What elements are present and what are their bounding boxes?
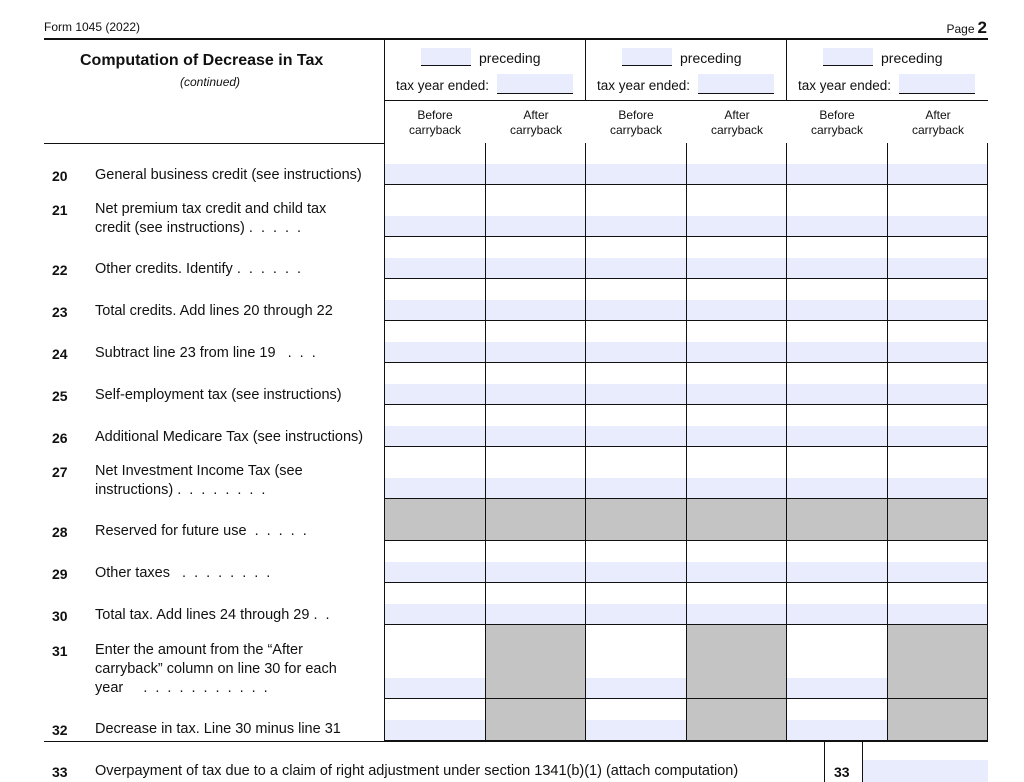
- line-21-after-carryback-3-cell[interactable]: [888, 185, 988, 237]
- preceding-label-1: preceding: [479, 50, 541, 66]
- line-23-after-carryback-3-cell[interactable]: [888, 279, 988, 321]
- line-21-before-carryback-2-cell[interactable]: [586, 185, 687, 237]
- line-29-number: 29: [52, 566, 68, 582]
- line-21-number: 21: [52, 202, 68, 218]
- line-28-after-carryback-2-cell: [687, 499, 787, 541]
- line-26-before-carryback-2-cell[interactable]: [586, 405, 687, 447]
- line-23-after-carryback-1-cell[interactable]: [486, 279, 586, 321]
- line-32-before-carryback-1-cell[interactable]: [385, 699, 486, 741]
- line-26-number: 26: [52, 430, 68, 446]
- line-25-after-carryback-2-cell[interactable]: [687, 363, 787, 405]
- line-25-before-carryback-2-cell[interactable]: [586, 363, 687, 405]
- line-27-before-carryback-2-cell[interactable]: [586, 447, 687, 499]
- line-32-bottom-rule: [44, 741, 988, 742]
- line-22-after-carryback-3-cell[interactable]: [888, 237, 988, 279]
- line-31-after-carryback-2-cell: [687, 625, 787, 699]
- line-23-before-carryback-2-cell[interactable]: [586, 279, 687, 321]
- line-27-before-carryback-1-cell[interactable]: [385, 447, 486, 499]
- line-22-after-carryback-2-cell[interactable]: [687, 237, 787, 279]
- line-27-after-carryback-3-cell[interactable]: [888, 447, 988, 499]
- line-25-after-carryback-3-cell[interactable]: [888, 363, 988, 405]
- form-id: Form 1045 (2022): [44, 20, 141, 34]
- line-23-before-carryback-3-cell[interactable]: [787, 279, 888, 321]
- line-26-after-carryback-3-cell[interactable]: [888, 405, 988, 447]
- line-32-after-carryback-2-cell: [687, 699, 787, 741]
- page-number: 2: [977, 18, 987, 37]
- line-20-number: 20: [52, 168, 68, 184]
- line-32-before-carryback-2-cell[interactable]: [586, 699, 687, 741]
- line-22-before-carryback-1-cell[interactable]: [385, 237, 486, 279]
- tax-year-label-2: tax year ended:: [597, 78, 691, 93]
- line-26-after-carryback-1-cell[interactable]: [486, 405, 586, 447]
- line-23-label: Total credits. Add lines 20 through 22: [95, 303, 333, 319]
- line-29-after-carryback-3-cell[interactable]: [888, 541, 988, 583]
- line-30-after-carryback-3-cell[interactable]: [888, 583, 988, 625]
- line-28-number: 28: [52, 524, 68, 540]
- subheader-rule: [384, 100, 988, 101]
- preceding-label-2: preceding: [680, 50, 742, 66]
- tax-year-field-1[interactable]: [497, 74, 573, 94]
- column-divider: [585, 39, 586, 100]
- line-30-label: Total tax. Add lines 24 through 29 ..: [95, 607, 338, 623]
- line-25-before-carryback-3-cell[interactable]: [787, 363, 888, 405]
- line-21-before-carryback-1-cell[interactable]: [385, 185, 486, 237]
- line-20-before-carryback-2-cell[interactable]: [586, 143, 687, 185]
- preceding-year-field-2[interactable]: [622, 48, 672, 66]
- line-23-after-carryback-2-cell[interactable]: [687, 279, 787, 321]
- line-24-after-carryback-3-cell[interactable]: [888, 321, 988, 363]
- line-31-after-carryback-1-cell: [486, 625, 586, 699]
- line-26-after-carryback-2-cell[interactable]: [687, 405, 787, 447]
- line-28-after-carryback-1-cell: [486, 499, 586, 541]
- line-29-label: Other taxes ........: [95, 565, 279, 581]
- line-30-after-carryback-1-cell[interactable]: [486, 583, 586, 625]
- tax-year-label-3: tax year ended:: [798, 78, 892, 93]
- line-33-number: 33: [52, 764, 68, 780]
- section-subtitle: (continued): [180, 75, 241, 89]
- line-31-number: 31: [52, 643, 68, 659]
- line-22-before-carryback-3-cell[interactable]: [787, 237, 888, 279]
- line-20-after-carryback-1-cell[interactable]: [486, 143, 586, 185]
- line-25-label: Self-employment tax (see instructions): [95, 387, 342, 403]
- before-carryback-header-3: Before carryback: [810, 108, 863, 137]
- preceding-year-field-3[interactable]: [823, 48, 873, 66]
- line-22-after-carryback-1-cell[interactable]: [486, 237, 586, 279]
- line-24-before-carryback-3-cell[interactable]: [787, 321, 888, 363]
- column-divider: [786, 39, 787, 100]
- line-20-after-carryback-3-cell[interactable]: [888, 143, 988, 185]
- line-32-after-carryback-1-cell: [486, 699, 586, 741]
- line-30-number: 30: [52, 608, 68, 624]
- tax-year-field-2[interactable]: [698, 74, 774, 94]
- line-30-before-carryback-3-cell[interactable]: [787, 583, 888, 625]
- line-32-before-carryback-3-cell[interactable]: [787, 699, 888, 741]
- line-22-before-carryback-2-cell[interactable]: [586, 237, 687, 279]
- line-28-before-carryback-3-cell: [787, 499, 888, 541]
- line-20-label: General business credit (see instructions): [95, 167, 362, 183]
- line-33-label: Overpayment of tax due to a claim of right adjustment under section 1341(b)(1) (attach computation): [95, 763, 739, 779]
- line-28-before-carryback-1-cell: [385, 499, 486, 541]
- line-21-after-carryback-1-cell[interactable]: [486, 185, 586, 237]
- line-21-label: Net premium tax credit and child tax credit (see instructions) .....: [95, 201, 327, 236]
- line-26-label: Additional Medicare Tax (see instructions): [95, 429, 364, 445]
- before-carryback-header-1: Before carryback: [408, 108, 461, 137]
- line-23-before-carryback-1-cell[interactable]: [385, 279, 486, 321]
- line-21-before-carryback-3-cell[interactable]: [787, 185, 888, 237]
- line-33-box-number: 33: [834, 764, 850, 780]
- line-32-number: 32: [52, 722, 68, 738]
- line-33-divider: [824, 741, 825, 782]
- line-22-label: Other credits. Identify ......: [95, 261, 310, 277]
- after-carryback-header-3: After carryback: [911, 108, 964, 137]
- line-28-after-carryback-3-cell: [888, 499, 988, 541]
- line-24-before-carryback-2-cell[interactable]: [586, 321, 687, 363]
- line-29-after-carryback-2-cell[interactable]: [687, 541, 787, 583]
- line-27-number: 27: [52, 464, 68, 480]
- line-31-label: Enter the amount from the “After carryback” column on line 30 for each year ...........: [95, 642, 337, 696]
- line-31-before-carryback-3-cell[interactable]: [787, 625, 888, 699]
- line-26-before-carryback-1-cell[interactable]: [385, 405, 486, 447]
- line-25-before-carryback-1-cell[interactable]: [385, 363, 486, 405]
- line-27-label: Net Investment Income Tax (see instructions) ........: [95, 463, 303, 498]
- line-32-after-carryback-3-cell: [888, 699, 988, 741]
- section-title: Computation of Decrease in Tax: [80, 52, 324, 69]
- line-24-label: Subtract line 23 from line 19 ...: [95, 345, 324, 361]
- line-31-before-carryback-2-cell[interactable]: [586, 625, 687, 699]
- line-22-number: 22: [52, 262, 68, 278]
- line-20-after-carryback-2-cell[interactable]: [687, 143, 787, 185]
- after-carryback-header-1: After carryback: [509, 108, 562, 137]
- page-word: Page: [946, 22, 975, 36]
- line-25-after-carryback-1-cell[interactable]: [486, 363, 586, 405]
- preceding-year-field-1[interactable]: [421, 48, 471, 66]
- header-rule: [44, 38, 988, 40]
- line-24-number: 24: [52, 346, 68, 362]
- line-24-after-carryback-2-cell[interactable]: [687, 321, 787, 363]
- line-30-before-carryback-1-cell[interactable]: [385, 583, 486, 625]
- line-20-before-carryback-3-cell[interactable]: [787, 143, 888, 185]
- line-33-input[interactable]: [863, 760, 988, 782]
- line-27-before-carryback-3-cell[interactable]: [787, 447, 888, 499]
- line-30-after-carryback-2-cell[interactable]: [687, 583, 787, 625]
- line-31-before-carryback-1-cell[interactable]: [385, 625, 486, 699]
- line-29-before-carryback-2-cell[interactable]: [586, 541, 687, 583]
- preceding-label-3: preceding: [881, 50, 943, 66]
- line-28-label: Reserved for future use .....: [95, 523, 315, 539]
- line-27-after-carryback-1-cell[interactable]: [486, 447, 586, 499]
- line-20-before-carryback-1-cell[interactable]: [385, 143, 486, 185]
- line-31-after-carryback-3-cell: [888, 625, 988, 699]
- tax-year-field-3[interactable]: [899, 74, 975, 94]
- line-23-number: 23: [52, 304, 68, 320]
- line-28-before-carryback-2-cell: [586, 499, 687, 541]
- after-carryback-header-2: After carryback: [710, 108, 763, 137]
- line-32-label: Decrease in tax. Line 30 minus line 31: [95, 721, 341, 737]
- tax-year-label-1: tax year ended:: [396, 78, 490, 93]
- line-29-before-carryback-3-cell[interactable]: [787, 541, 888, 583]
- line-25-number: 25: [52, 388, 68, 404]
- line-27-after-carryback-2-cell[interactable]: [687, 447, 787, 499]
- line-21-after-carryback-2-cell[interactable]: [687, 185, 787, 237]
- line-24-before-carryback-1-cell[interactable]: [385, 321, 486, 363]
- line-30-before-carryback-2-cell[interactable]: [586, 583, 687, 625]
- line-29-before-carryback-1-cell[interactable]: [385, 541, 486, 583]
- line-29-after-carryback-1-cell[interactable]: [486, 541, 586, 583]
- before-carryback-header-2: Before carryback: [609, 108, 662, 137]
- line-26-before-carryback-3-cell[interactable]: [787, 405, 888, 447]
- line-24-after-carryback-1-cell[interactable]: [486, 321, 586, 363]
- page-label: [947, 18, 988, 38]
